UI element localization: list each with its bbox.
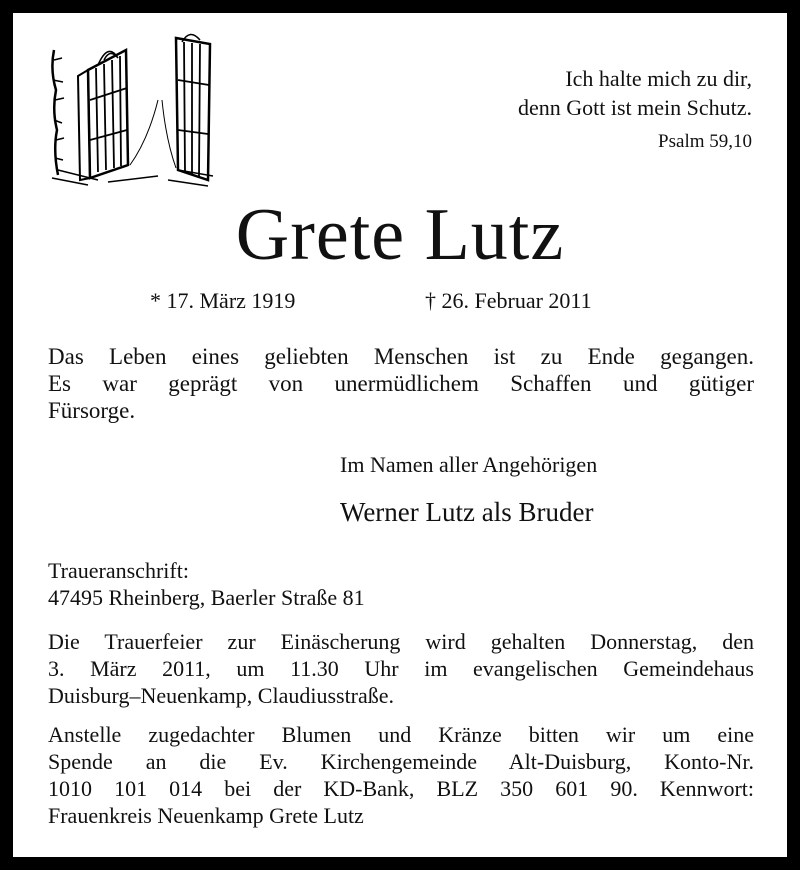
- address-value: 47495 Rheinberg, Baerler Straße 81: [48, 585, 365, 610]
- tribute-text: [48, 343, 754, 424]
- gate-illustration: [48, 30, 216, 188]
- donation-line-4: Frauenkreis Neuenkamp Grete Lutz: [48, 803, 364, 828]
- on-behalf-text: Im Namen aller Angehörigen: [340, 452, 598, 477]
- service-line-2: 3. März 2011, um 11.30 Uhr im evangelischen Gemeindehaus: [48, 656, 754, 681]
- deceased-name: Grete Lutz: [235, 194, 565, 276]
- death-date: † 26. Februar 2011: [425, 288, 592, 313]
- verse-line-1: Ich halte mich zu dir,: [565, 66, 752, 91]
- service-line-1: Die Trauerfeier zur Einäscherung wird gehalten Donnerstag, den: [48, 629, 754, 654]
- signer-name: Werner Lutz als Bruder: [340, 497, 594, 527]
- address-label: Traueranschrift:: [48, 558, 189, 583]
- tribute-line-3: Fürsorge.: [48, 398, 136, 423]
- service-line-3: Duisburg–Neuenkamp, Claudiusstraße.: [48, 683, 395, 708]
- donation-line-2: Spende an die Ev. Kirchengemeinde Alt-Duisburg, Konto-Nr.: [48, 749, 754, 774]
- service-text: [48, 628, 754, 709]
- donation-text: [48, 721, 754, 829]
- verse-line-2: denn Gott ist mein Schutz.: [517, 95, 752, 120]
- tribute-line-1: Das Leben eines geliebten Menschen ist zu Ende gegangen.: [48, 344, 754, 369]
- address-block: [48, 557, 754, 611]
- donation-line-1: Anstelle zugedachter Blumen und Kränze bitten wir um eine: [48, 722, 754, 747]
- verse-block: [518, 64, 752, 122]
- tribute-line-2: Es war geprägt von unermüdlichem Schaffen und gütiger: [48, 371, 754, 396]
- donation-line-3: 1010 101 014 bei der KD-Bank, BLZ 350 601 90. Kennwort:: [48, 776, 754, 801]
- verse-reference: Psalm 59,10: [658, 131, 752, 152]
- birth-date: * 17. März 1919: [150, 288, 296, 313]
